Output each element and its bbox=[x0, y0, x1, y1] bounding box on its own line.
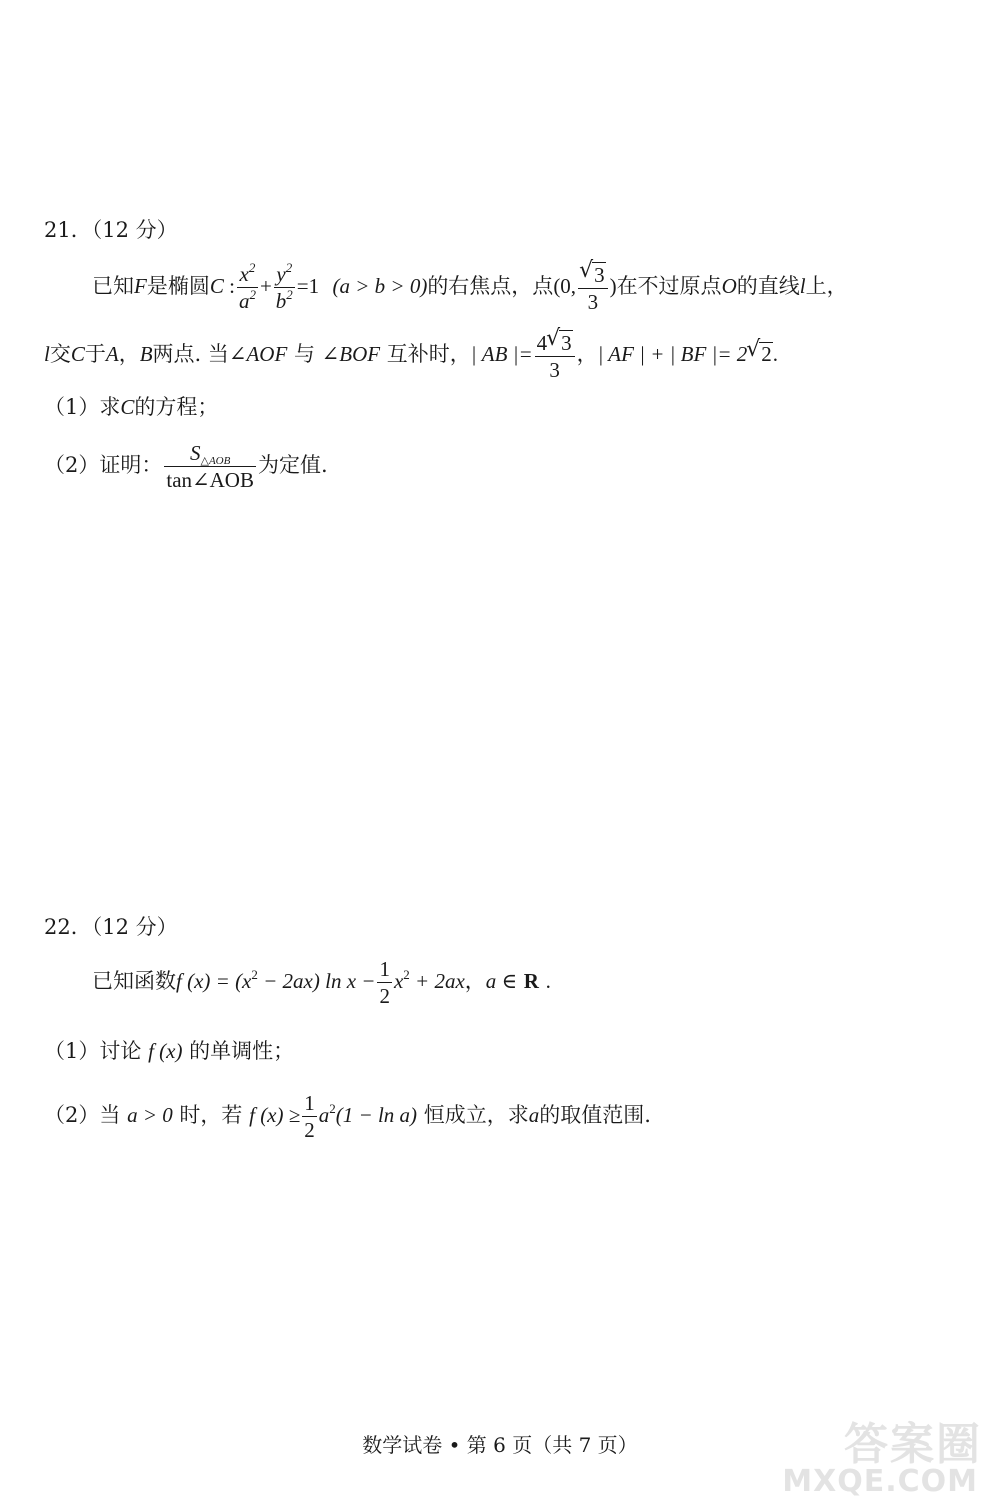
fraction-one-half-2: $\frac{1}{2}$ bbox=[304, 1091, 315, 1143]
q21-stem-line1: 已知F是椭圆C : $\frac{x^2}{a^2}$ + $\frac{y^2}{b^2}$ =1 (a > b > 0)的右焦点，点(0, √ $\frac{3}{3}$ )在不过原点O的直线l上， bbox=[92, 262, 848, 313]
fraction-4sqrt3-over-3: $\frac{4√ 3}{3}$ bbox=[535, 330, 575, 381]
q21-stem-line2: l交C于A，B两点. 当∠AOF 与 ∠BOF 互补时，| AB |= $\frac{4√ 3}{3}$ ，| AF | + | BF |= 2√ 2. bbox=[44, 330, 778, 381]
page-footer: 数学试卷 • 第 6 页（共 7 页） bbox=[362, 1433, 638, 1457]
fraction-area-over-tan: $\frac{S_{\triangle AOB}}{\text{tan∠AOB}}$ bbox=[166, 441, 254, 493]
fraction-sqrt3-over-3: √ $\frac{3}{3}$ bbox=[578, 262, 608, 313]
q22-part2: （2）当 a > 0 时，若 f (x) ≥ $\frac{1}{2}$ $a^2(1 - \ln a)$ 恒成立，求a的取值范围. bbox=[44, 1091, 651, 1143]
q22-header: 22．（12 分） bbox=[44, 915, 178, 939]
fraction-y2-b2: $\frac{y^2}{b^2}$ bbox=[275, 260, 293, 314]
q21-part2: （2）证明： $\frac{S_{\triangle AOB}}{\text{tan∠AOB}}$ 为定值. bbox=[44, 441, 328, 493]
fraction-one-half: $\frac{1}{2}$ bbox=[379, 957, 390, 1009]
q21-part1: （1）求C的方程； bbox=[44, 395, 219, 419]
watermark-logo: 答案圈 MXQE.COM bbox=[782, 1419, 982, 1499]
q21-header: 21．（12 分） bbox=[44, 218, 178, 242]
q22-part1: （1）讨论 f (x) 的单调性； bbox=[44, 1039, 295, 1063]
q22-stem: 已知函数f $(x) = (x^2 - 2ax)$ ln x − $\frac{1}{2}$ $x^2 + 2ax$，a ∈ R . bbox=[92, 957, 551, 1009]
fraction-x2-a2: $\frac{x^2}{a^2}$ bbox=[238, 260, 256, 314]
